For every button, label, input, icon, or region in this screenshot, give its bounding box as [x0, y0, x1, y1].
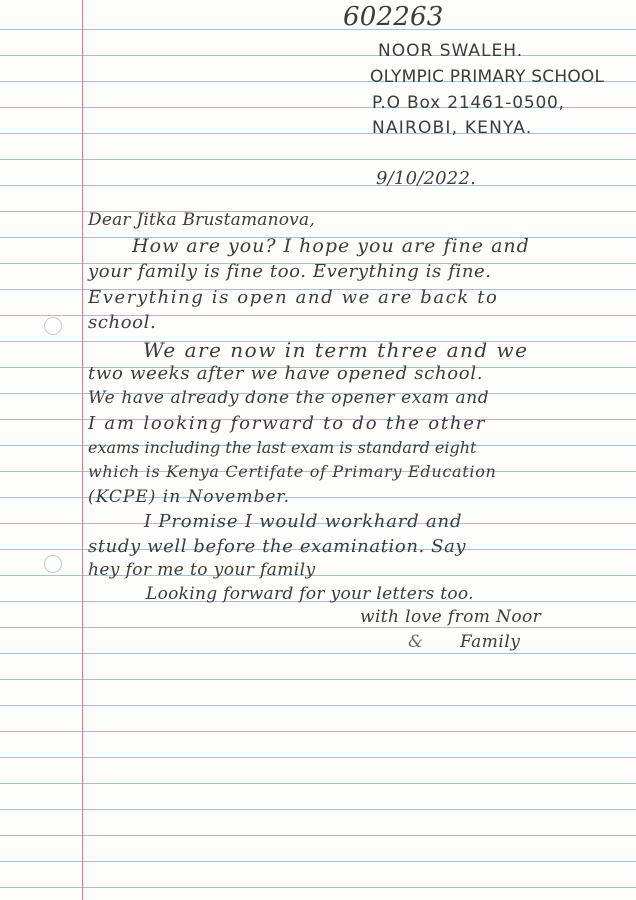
body-line: which is Kenya Certifate of Primary Education	[88, 462, 497, 481]
punch-hole	[44, 555, 62, 573]
margin-line	[82, 0, 83, 900]
body-line: We are now in term three and we	[143, 338, 529, 362]
body-line: school.	[88, 312, 157, 333]
body-line: Looking forward for your letters too.	[146, 584, 474, 604]
sender-city: NAIROBI, KENYA.	[372, 118, 533, 138]
reference-number: 602263	[343, 2, 444, 32]
closing-line: with love from Noor	[360, 607, 542, 627]
body-line: your family is fine too. Everything is fine.	[88, 261, 492, 282]
salutation: Dear Jitka Brustamanova,	[88, 210, 315, 230]
signoff-mark: &	[408, 632, 424, 652]
sender-school: OLYMPIC PRIMARY SCHOOL	[370, 67, 605, 87]
body-line: (KCPE) in November.	[88, 487, 291, 507]
body-line: study well before the examination. Say	[88, 536, 467, 557]
sender-box: P.O Box 21461-0500,	[372, 93, 565, 113]
body-line: two weeks after we have opened school.	[88, 363, 484, 384]
signoff-word: Family	[460, 632, 521, 652]
body-line: hey for me to your family	[88, 560, 316, 580]
punch-hole	[44, 317, 62, 335]
body-line: I am looking forward to do the other	[88, 413, 487, 434]
body-line: I Promise I would workhard and	[144, 511, 463, 532]
body-line: We have already done the opener exam and	[88, 388, 490, 408]
body-line: Everything is open and we are back to	[88, 287, 499, 308]
body-line: exams including the last exam is standard eight	[88, 438, 477, 457]
body-line: How are you? I hope you are fine and	[132, 235, 530, 257]
letter-date: 9/10/2022.	[376, 168, 477, 189]
sender-name: NOOR SWALEH.	[378, 41, 524, 61]
